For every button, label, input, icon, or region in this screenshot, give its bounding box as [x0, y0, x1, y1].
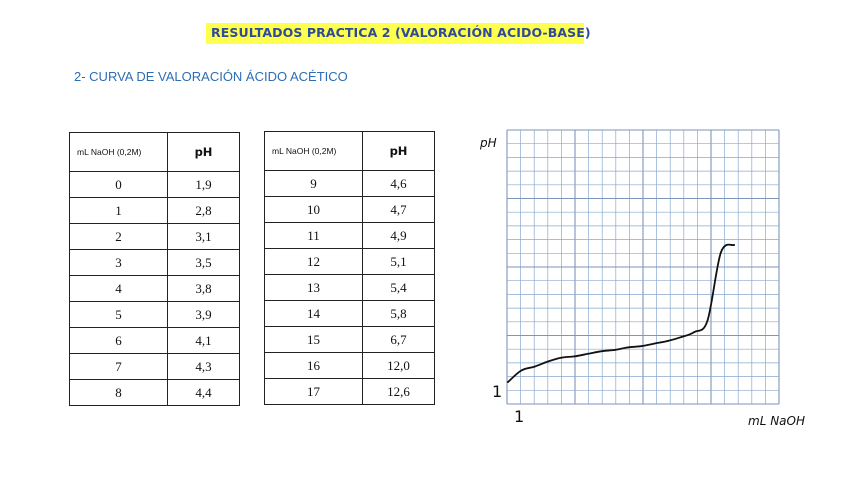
table-header-row — [70, 133, 240, 172]
column-header-ml-naoh: mL NaOH (0,2M) — [265, 132, 363, 171]
table-row — [265, 301, 435, 327]
column-header-ph: pH — [363, 132, 435, 171]
data-point — [534, 366, 536, 368]
titration-table-2 — [264, 131, 435, 405]
cell-ph: 5,8 — [363, 301, 435, 327]
cell-ml: 15 — [265, 327, 363, 353]
x-axis-label: mL NaOH — [748, 414, 805, 428]
table-row — [70, 224, 240, 250]
table-row — [265, 353, 435, 379]
titration-curve-chart — [470, 120, 820, 432]
table-header-row — [265, 132, 435, 171]
table-row — [265, 197, 435, 223]
y-tick-label: 1 — [492, 382, 503, 401]
cell-ph: 12,0 — [363, 353, 435, 379]
chart-plot-area — [507, 244, 735, 383]
table-row — [70, 172, 240, 198]
cell-ph: 3,9 — [168, 302, 240, 328]
cell-ml: 14 — [265, 301, 363, 327]
table-row — [265, 327, 435, 353]
cell-ml: 5 — [70, 302, 168, 328]
cell-ph: 3,5 — [168, 250, 240, 276]
data-point — [507, 381, 509, 383]
data-point — [680, 336, 682, 338]
cell-ml: 3 — [70, 250, 168, 276]
cell-ml: 10 — [265, 197, 363, 223]
data-point — [640, 345, 642, 347]
data-point — [720, 252, 722, 254]
cell-ph: 3,8 — [168, 276, 240, 302]
data-point — [574, 356, 576, 358]
data-point — [560, 357, 562, 359]
data-point — [733, 244, 735, 246]
cell-ph: 2,8 — [168, 198, 240, 224]
table-row — [70, 276, 240, 302]
cell-ml: 7 — [70, 354, 168, 380]
table-row — [70, 302, 240, 328]
cell-ph: 3,1 — [168, 224, 240, 250]
data-point — [614, 349, 616, 351]
cell-ph: 4,1 — [168, 328, 240, 354]
cell-ml: 17 — [265, 379, 363, 405]
data-point — [547, 361, 549, 363]
data-point — [653, 343, 655, 345]
table-row — [265, 171, 435, 197]
data-point — [693, 331, 695, 333]
table-row — [265, 379, 435, 405]
column-header-ph: pH — [168, 133, 240, 172]
cell-ph: 1,9 — [168, 172, 240, 198]
cell-ph: 5,4 — [363, 275, 435, 301]
cell-ml: 12 — [265, 249, 363, 275]
data-point — [627, 347, 629, 349]
cell-ph: 12,6 — [363, 379, 435, 405]
data-point — [520, 370, 522, 372]
cell-ph: 6,7 — [363, 327, 435, 353]
cell-ml: 1 — [70, 198, 168, 224]
chart-grid — [507, 130, 779, 404]
table-row — [265, 249, 435, 275]
data-point — [600, 350, 602, 352]
cell-ph: 4,4 — [168, 380, 240, 406]
cell-ml: 16 — [265, 353, 363, 379]
page-title: RESULTADOS PRACTICA 2 (VALORACIÓN ACIDO-BASE) — [211, 25, 591, 40]
x-tick-label: 1 — [514, 407, 525, 426]
column-header-ml-naoh: mL NaOH (0,2M) — [70, 133, 168, 172]
cell-ph: 4,7 — [363, 197, 435, 223]
table-row — [70, 380, 240, 406]
cell-ph: 5,1 — [363, 249, 435, 275]
cell-ml: 13 — [265, 275, 363, 301]
cell-ml: 6 — [70, 328, 168, 354]
data-point — [587, 353, 589, 355]
table-row — [70, 328, 240, 354]
cell-ml: 9 — [265, 171, 363, 197]
cell-ph: 4,9 — [363, 223, 435, 249]
data-point — [707, 320, 709, 322]
table-row — [70, 198, 240, 224]
table-row — [265, 223, 435, 249]
cell-ml: 8 — [70, 380, 168, 406]
titration-table-1 — [69, 132, 240, 406]
section-subtitle: 2- CURVA DE VALORACIÓN ÁCIDO ACÉTICO — [74, 69, 348, 84]
cell-ph: 4,6 — [363, 171, 435, 197]
y-axis-label: pH — [480, 136, 497, 150]
data-point — [667, 340, 669, 342]
cell-ml: 4 — [70, 276, 168, 302]
series-line-titration — [508, 245, 734, 382]
cell-ph: 4,3 — [168, 354, 240, 380]
cell-ml: 11 — [265, 223, 363, 249]
table-row — [265, 275, 435, 301]
cell-ml: 2 — [70, 224, 168, 250]
table-row — [70, 250, 240, 276]
cell-ml: 0 — [70, 172, 168, 198]
table-row — [70, 354, 240, 380]
